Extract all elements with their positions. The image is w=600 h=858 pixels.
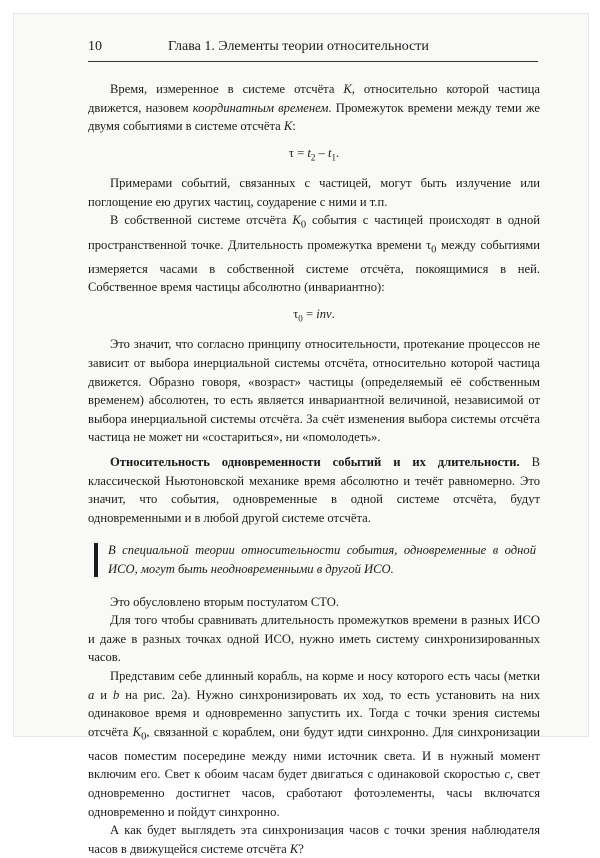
paragraph-moving-observer: А как будет выглядеть эта синхронизация часов с точки зрения наблюдателя часов в движущейся системе отсчёта K? (88, 823, 540, 856)
formula-tau: $\tau = t_2 - t_1$. (288, 145, 340, 163)
paragraph-event-examples: Примерами событий, связанных с частицей, могут быть излучение или поглощение ею других частиц, соударение с ними и т.п. (88, 176, 540, 209)
highlighted-statement (94, 541, 540, 578)
note-text: В специальной теории относительности события, одновременные в одной ИСО, могут быть неодновременными в другой ИСО. (108, 543, 536, 576)
paragraph-particle-age: Это значит, что согласно принципу относительности, протекание процессов не зависит от выбора инерциальной системы отсчёта, относительно которой частица движется. Образно говоря, «возраст» частицы (определяемый её собственным временем) абсолютен, то есть является инвариантной величиной, независимой от выбора инерциальной системы отсчёта. За счёт изменения выбора системы отсчёта частица не может ни «состариться», ни «помолодеть». (88, 337, 540, 445)
term-coordinate-time: координатным временем (192, 100, 329, 115)
page-number: 10 (88, 39, 102, 54)
chapter-title: Глава 1. Элементы теории относительности (168, 39, 429, 54)
section-heading-simultaneity: Относительность одновременности событий и их длительности. (110, 454, 520, 469)
paragraph-ship-example: Представим себе длинный корабль, на корме и носу которого есть часы (метки a и b на рис. 2а). Нужно синхронизировать их ход, то есть установить на них одинаковое время и одновременно запустить их. Тогда с точки зрения системы отсчёта $K_0$, связанной с кораблем, они будут идти синхронно. Для синхронизации часов поместим посередине между ними источник света. И в нужный момент включим его. Свет к обоим часам будет двигаться с одинаковой скоростью c, свет одновременно достигнет часов, сработают фотоэлементы, часы включатся одновременно и пойдут синхронно. (88, 668, 540, 819)
note-bar (94, 543, 98, 576)
header-rule (88, 61, 538, 62)
paragraph-second-postulate: Это обусловлено вторым постулатом СТО. (110, 594, 340, 609)
paragraph-coordinate-time: Время, измеренное в системе отсчёта K, относительно которой частица движется, назовем координатным временем. Промежуток времени между теми же двумя событиями в системе отсчёта K: (88, 82, 540, 134)
paragraph-proper-frame: В собственной системе отсчёта $K_0$ события с частицей происходят в одной пространственной точке. Длительность промежутка времени $\tau_0$ между событиями измеряется часами в собственной системе отсчёта, покоящимися в ней. Собственное время частицы абсолютно (инвариантно): (88, 213, 540, 295)
page-body (88, 80, 540, 858)
formula-tau-inv: $\tau_0$ = inv. (293, 306, 335, 324)
paragraph-simultaneity: Относительность одновременности событий и их длительности. В классической Ньютоновской механике время абсолютно и течёт равномерно. Это значит, что события, одновременные в одной системе отсчёта, будут одновременными и в любой другой системе отсчёта. (88, 454, 540, 525)
book-page (14, 14, 588, 856)
paragraph-synchronized-clocks: Для того чтобы сравнивать длительность промежутков времени в разных ИСО и даже в разных точках одной ИСО, нужно иметь систему синхронизированных часов. (88, 613, 540, 665)
